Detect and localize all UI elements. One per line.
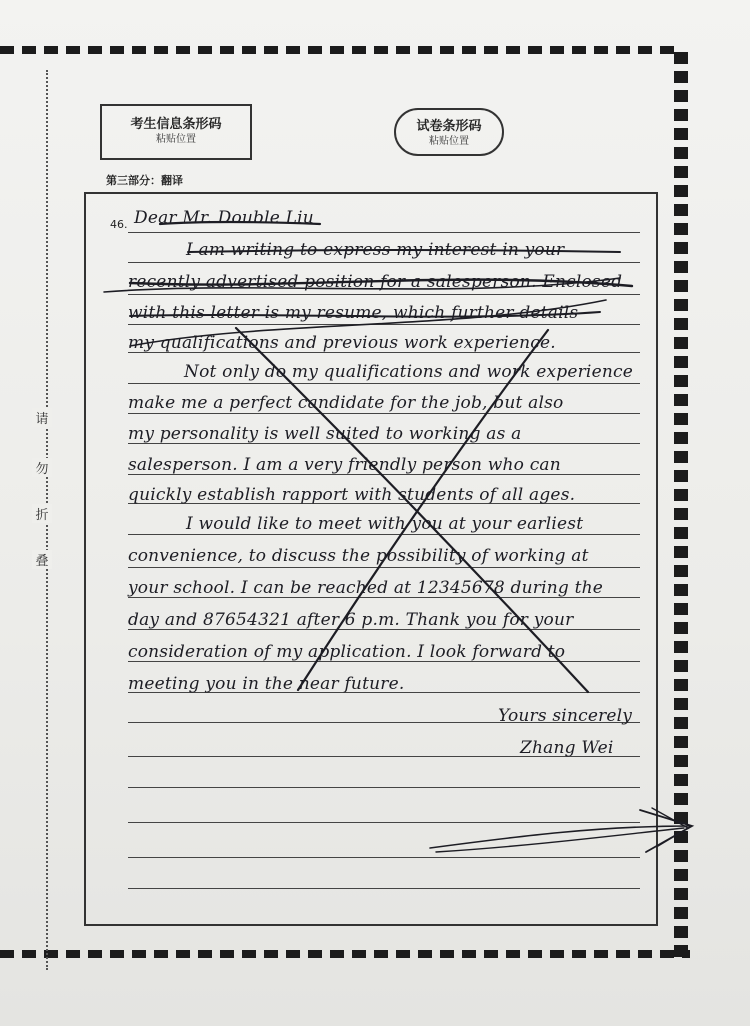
handwritten-line: recently advertised position for a salesperson. Enclosed	[128, 272, 623, 292]
handwritten-line: day and 87654321 after 6 p.m. Thank you for your	[128, 610, 574, 630]
cross-out-stroke-1	[236, 328, 588, 692]
handwritten-line: meeting you in the near future.	[128, 674, 405, 694]
handwritten-closing: Yours sincerely	[498, 706, 633, 726]
section-label: 第三部分：翻译	[106, 174, 183, 187]
handwritten-line: salesperson. I am a very friendly person who can	[128, 455, 561, 475]
handwritten-line: Not only do my qualifications and work experience	[184, 362, 633, 382]
candidate-barcode-title: 考生信息条形码	[130, 117, 222, 132]
candidate-barcode-subtitle: 粘贴位置	[156, 134, 196, 145]
handwritten-line: your school. I can be reached at 12345678 during the	[128, 578, 604, 598]
handwritten-signature: Zhang Wei	[520, 738, 614, 758]
handwritten-line: consideration of my application. I look forward to	[128, 642, 566, 662]
strike-greeting	[160, 222, 320, 224]
handwritten-line: Dear Mr. Double Liu	[134, 208, 314, 228]
fold-notice-char: 叠	[32, 550, 52, 569]
fold-notice-char: 折	[32, 504, 52, 523]
paper-barcode-title: 试卷条形码	[416, 119, 482, 134]
question-number: 46.	[110, 218, 128, 231]
fold-notice-char: 勿	[32, 458, 52, 477]
handwritten-line: make me a perfect candidate for the job, but also	[128, 393, 564, 413]
strike-line-2	[188, 250, 620, 252]
signature-arrow-shaft	[430, 826, 690, 848]
handwritten-line: with this letter is my resume, which further details	[128, 303, 579, 323]
signature-arrow-shaft-2	[436, 828, 684, 852]
handwritten-line: quickly establish rapport with students of all ages.	[128, 485, 576, 505]
cross-out-stroke-2	[298, 330, 548, 690]
handwritten-line: my qualifications and previous work experience.	[128, 333, 556, 353]
handwritten-line: my personality is well suited to working as a	[128, 424, 522, 444]
strike-line-5	[130, 300, 606, 346]
handwritten-line: I am writing to express my interest in your	[186, 240, 565, 260]
paper-barcode-subtitle: 粘贴位置	[429, 136, 469, 147]
fold-notice-char: 请	[32, 408, 52, 427]
handwritten-line: convenience, to discuss the possibility of working at	[128, 546, 589, 566]
handwritten-line: I would like to meet with you at your earliest	[186, 514, 584, 534]
